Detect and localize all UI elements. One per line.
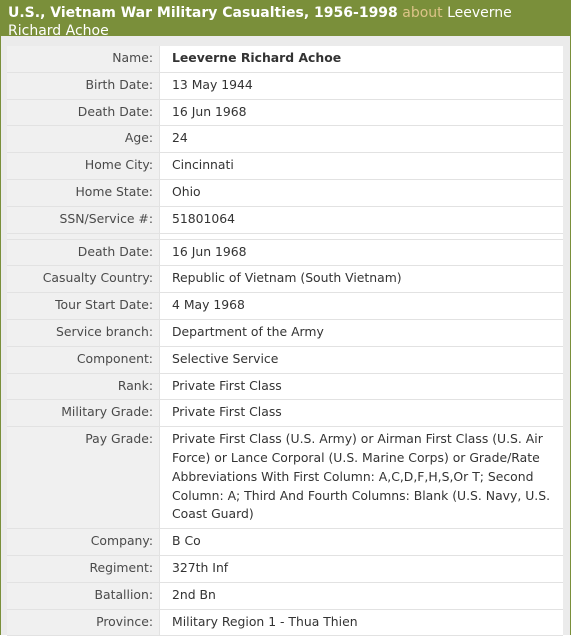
- record-row-home-city: [7, 153, 563, 180]
- field-value: 16 Jun 1968: [160, 239, 564, 266]
- field-value: Ohio: [160, 179, 564, 206]
- field-label: Home City:: [7, 153, 160, 180]
- field-label: Service branch:: [7, 319, 160, 346]
- field-value: 327th Inf: [160, 555, 564, 582]
- field-value: Republic of Vietnam (South Vietnam): [160, 266, 564, 293]
- record-row-home-state: [7, 179, 563, 206]
- field-value: 51801064: [160, 206, 564, 233]
- record-row-casualty-country: [7, 266, 563, 293]
- field-label: Birth Date:: [7, 72, 160, 99]
- field-label: SSN/Service #:: [7, 206, 160, 233]
- field-value: Private First Class: [160, 400, 564, 427]
- record-row-age: [7, 126, 563, 153]
- record-row-pay-grade: [7, 427, 563, 529]
- field-value: 2nd Bn: [160, 582, 564, 609]
- field-value: 13 May 1944: [160, 72, 564, 99]
- record-row-military-grade: [7, 400, 563, 427]
- field-label: Age:: [7, 126, 160, 153]
- field-value: 16 Jun 1968: [160, 99, 564, 126]
- field-value: Military Region 1 - Thua Thien: [160, 609, 564, 636]
- record-row-component: [7, 346, 563, 373]
- field-label: Component:: [7, 346, 160, 373]
- field-label: Military Grade:: [7, 400, 160, 427]
- record-row-death-date: [7, 99, 563, 126]
- field-value: Cincinnati: [160, 153, 564, 180]
- field-label: Tour Start Date:: [7, 293, 160, 320]
- field-label: Province:: [7, 609, 160, 636]
- field-value: 4 May 1968: [160, 293, 564, 320]
- field-label: Name:: [7, 46, 160, 72]
- field-value: Department of the Army: [160, 319, 564, 346]
- field-value: B Co: [160, 529, 564, 556]
- record-row-death-date: [7, 239, 563, 266]
- field-value: Private First Class (U.S. Army) or Airman First Class (U.S. Air Force) or Lance Corporal (U.S. Marine Corps) or Grade/Rate Abbreviations With First Column: A,C,D,F,H,S,Or T; Second Column: A; Third And Fourth Columns: Blank (U.S. Navy, U.S. Coast Guard): [160, 427, 564, 529]
- field-label: Death Date:: [7, 239, 160, 266]
- about-text: about: [402, 5, 443, 21]
- record-row-ssn-service: [7, 206, 563, 233]
- record-table: [7, 46, 563, 636]
- field-value: Private First Class: [160, 373, 564, 400]
- field-label: Batallion:: [7, 582, 160, 609]
- record-row-service-branch: [7, 319, 563, 346]
- field-value: Selective Service: [160, 346, 564, 373]
- field-value: 24: [160, 126, 564, 153]
- record-header: [1, 0, 570, 39]
- record-row-batallion: [7, 582, 563, 609]
- field-label: Company:: [7, 529, 160, 556]
- record-row-tour-start-date: [7, 293, 563, 320]
- record-row-regiment: [7, 555, 563, 582]
- field-label: Rank:: [7, 373, 160, 400]
- field-label: Home State:: [7, 179, 160, 206]
- record-row-province: [7, 609, 563, 636]
- record-row-rank: [7, 373, 563, 400]
- collection-title[interactable]: U.S., Vietnam War Military Casualties, 1956-1998: [8, 5, 398, 21]
- subject-name: Leeverne Richard Achoe: [8, 5, 512, 39]
- record-details: [7, 46, 563, 635]
- field-label: Death Date:: [7, 99, 160, 126]
- field-label: Casualty Country:: [7, 266, 160, 293]
- field-label: Regiment:: [7, 555, 160, 582]
- record-row-name: [7, 46, 563, 72]
- field-value: Leeverne Richard Achoe: [160, 46, 564, 72]
- field-label: Pay Grade:: [7, 427, 160, 529]
- record-row-birth-date: [7, 72, 563, 99]
- record-row-company: [7, 529, 563, 556]
